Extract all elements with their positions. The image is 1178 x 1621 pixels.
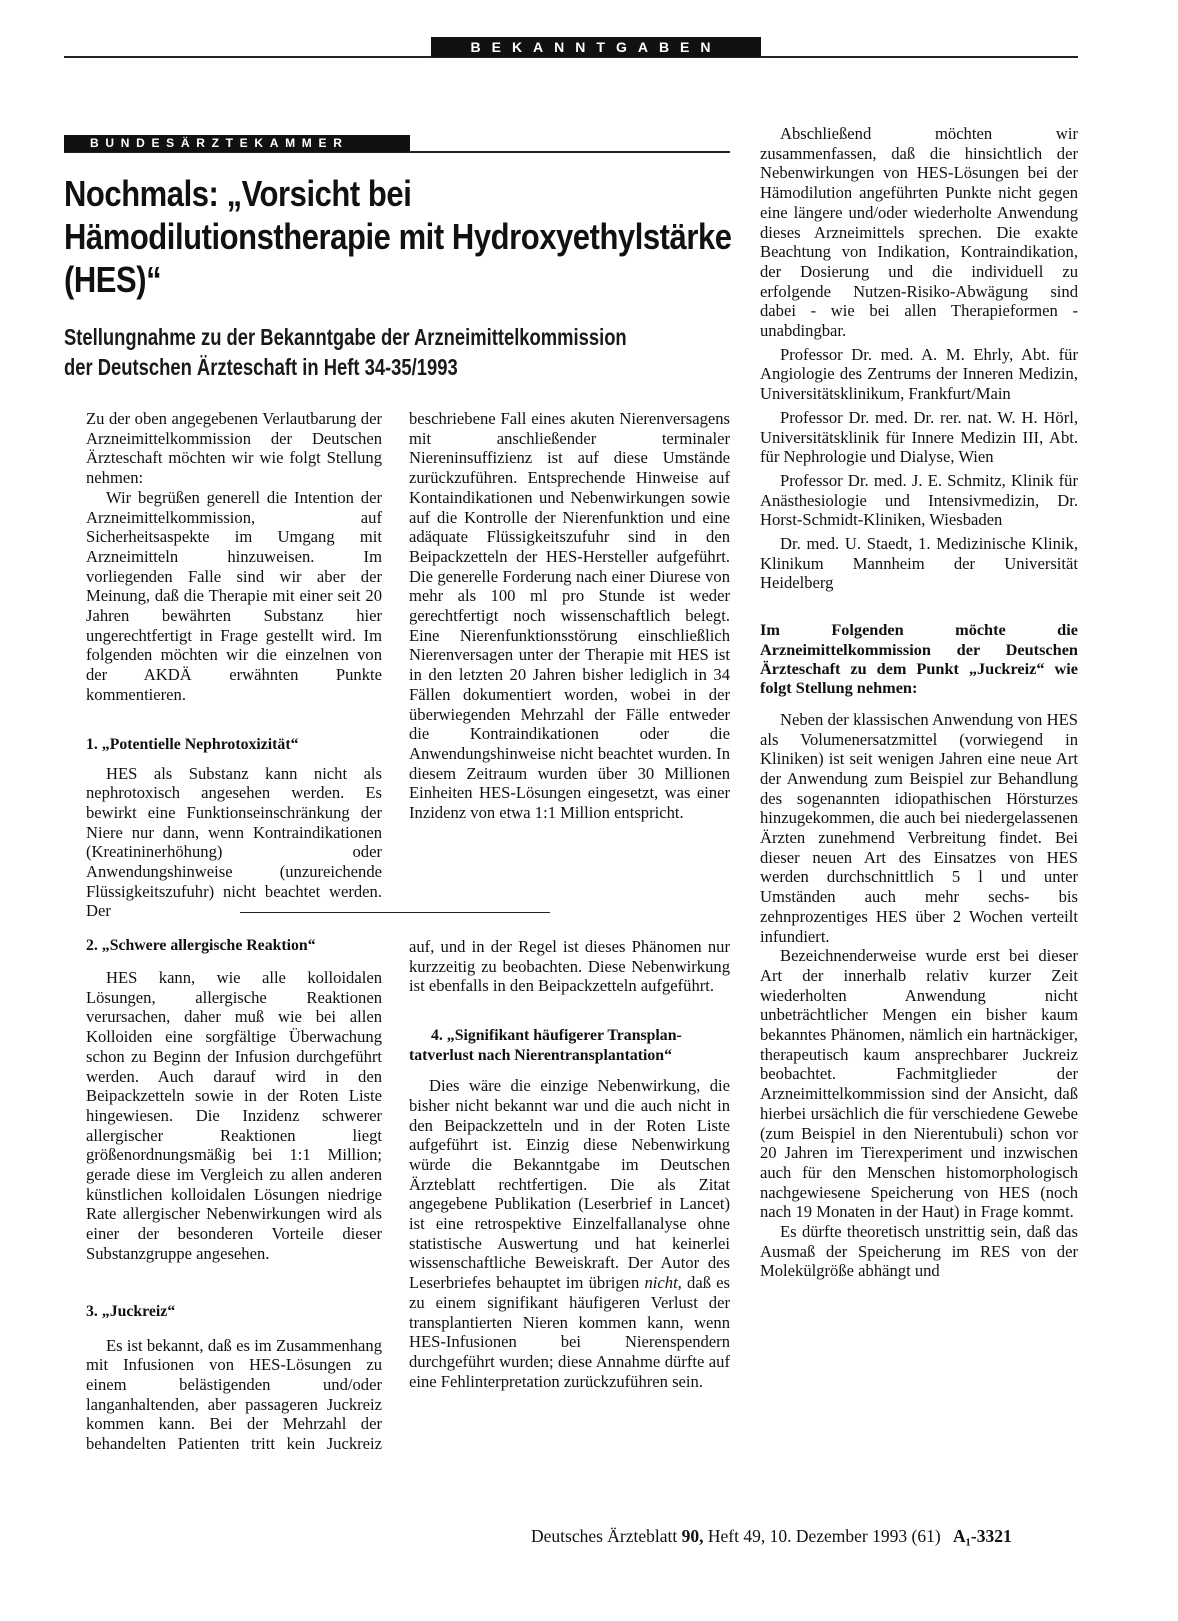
paragraph: Zu der oben angegebenen Verlautbarung der Arzneimittelkommission der Deutschen Ärzteschaft möchten wir wie folgt Stellung nehmen: [86, 409, 382, 488]
paragraph: Abschließend möchten wir zusammenfassen, daß die hinsichtlich der Nebenwirkungen von HES-Lösungen bei der Hämodilution angeführten Punkte nicht gegen eine längere und/oder wiederholte Anwendung dieses Arzneimittels sprechen. Die exakte Beachtung von Indikation, Kontraindikation, der Dosierung und die individuell zu erfolgende Nutzen-Risiko-Abwägung sind dabei - wie bei allen Therapieformen - unabdingbar. [760, 124, 1078, 341]
paragraph: Es ist bekannt, daß es im Zusammenhang mit Infusionen von HES-Lösungen zu einem belästigenden und/oder langanhaltenden, aber passageren Juckreiz kommen kann. Bei der Mehrzahl der behandelten Patienten tritt kein Juckreiz [86, 1335, 382, 1454]
article-subtitle [64, 322, 627, 382]
column-1-top [86, 409, 382, 921]
page-number: A₁-3321 [953, 1526, 1012, 1546]
subtitle-line: Stellungnahme zu der Bekanntgabe der Arzneimittelkommission [64, 324, 627, 350]
title-line: (HES)“ [64, 259, 162, 300]
department-label: BUNDESÄRZTEKAMMER [64, 135, 410, 152]
paragraph: Wir begrüßen generell die Intention der Arzneimittelkommission, auf Sicherheitsaspekte im Umgang mit Arzneimitteln hinzuweisen. Im vorliegenden Falle sind wir aber der Meinung, daß die Therapie mit einer seit 20 Jahren bewährten Substanz hier ungerechtfertigt in Frage gestellt wird. Im folgenden möchten wir die einzelnen von der AKDÄ erwähnten Punkte kommentieren. [86, 487, 382, 704]
column-2-top [409, 409, 730, 823]
author-affiliation: Professor Dr. med. J. E. Schmitz, Klinik für Anästhesiologie und Intensivmedizin, Dr. Horst-Schmidt-Kliniken, Wiesbaden [760, 470, 1078, 530]
section-label: BEKANNTGABEN [431, 37, 761, 57]
paragraph-text: Dies wäre die einzige Nebenwirkung, die bisher nicht bekannt war und die auch nicht in den Beipackzetteln und in der Roten Liste aufgeführt ist. Einzig diese Nebenwirkung würde die Bekanntgabe im Deutschen Ärzteblatt rechtfertigen. Die als Zitat angegebene Publikation (Leserbrief in Lancet) ist eine retrospektive Einzelfallanalyse ohne statistische Auswertung und hat keinerlei wissenschaftliche Beweiskraft. Der Autor des Leserbriefes behauptet im übrigen [409, 1076, 730, 1293]
column-1-bottom [86, 936, 382, 1454]
section-heading [409, 1026, 730, 1066]
issue-info: Heft 49, 10. Dezember 1993 (61) [707, 1526, 941, 1546]
paragraph: beschriebene Fall eines akuten Nierenversagens mit anschließender terminaler Niereninsuffizienz ist auf diese Umstände zurückzuführen. Entsprechende Hinweise auf Kontaindikationen und Nebenwirkungen sowie auf die Kontrolle der Nierenfunktion und eine adäquate Flüssigkeitszufuhr sind in den Beipackzetteln der HES-Hersteller aufgeführt. Die generelle Forderung nach einer Diurese von mehr als 100 ml pro Stunde ist weder gerechtfertigt noch wissenschaftlich belegt. Eine Nierenfunktionsstörung einschließlich Nierenversagen unter der Therapie mit HES ist in den letzten 20 Jahren bisher lediglich in 34 Fällen dokumentiert worden, wobei in der überwiegenden Mehrzahl der Fälle entweder die Kontraindikationen oder die Anwendungshinweise nicht beachtet wurden. In diesem Zeitraum wurden über 30 Millionen Einheiten HES-Lösungen eingesetzt, was einer Inzidenz von etwa 1:1 Million entspricht. [409, 409, 730, 823]
paragraph: Es dürfte theoretisch unstrittig sein, daß das Ausmaß der Speicherung im RES von der Molekülgröße abhängt und [760, 1222, 1078, 1281]
paragraph: Neben der klassischen Anwendung von HES als Volumenersatzmittel (vorwiegend in Kliniken) ist seit wenigen Jahren eine neue Art der Anwendung zum Beispiel zur Behandlung des sogenannten idiopathischen Hörsturzes hinzugekommen, die auch bei niedergelassenen Ärzten zunehmend Verbreitung findet. Bei dieser neuen Art des Einsatzes von HES werden durchschnittlich 5 l und unter Umständen auch mehr sechs- bis zehnprozentiges HES über 2 Wochen verteilt infundiert. [760, 709, 1078, 946]
volume-number: 90, [681, 1526, 704, 1546]
paragraph: HES als Substanz kann nicht als nephrotoxisch angesehen werden. Es bewirkt eine Funktionseinschränkung der Niere nur dann, wenn Kontraindikationen (Kreatininerhöhung) oder Anwendungshinweise (unzureichende Flüssigkeitszufuhr) nicht beachtet werden. Der [86, 763, 382, 921]
section-heading: 3. „Juckreiz“ [86, 1302, 176, 1320]
paragraph: Bezeichnenderweise wurde erst bei dieser Art der innerhalb relativ kurzer Zeit wiederholten Anwendung nicht unbeträchtlicher Mengen ein bisher kaum bekanntes Phänomen, nämlich ein hartnäckiger, therapeutisch kaum ansprechbarer Juckreiz beobachtet. Fachmitglieder der Arzneimittelkommission sind der Ansicht, daß hierbei ursächlich die für verschiedene Gewebe (zum Beispiel in den Nierentubuli) schon vor 20 Jahren im Tierexperiment und inzwischen auch für den Menschen histomorphologisch nachgewiesene Speicherung von HES (noch nach 19 Monaten in der Haut) in Frage kommt. [760, 946, 1078, 1222]
title-line: Hämodilutionstherapie mit Hydroxyethylstärke [64, 216, 732, 257]
heading-line: 4. „Signifikant häufigerer Transplan- [431, 1027, 682, 1045]
author-affiliation: Professor Dr. med. A. M. Ehrly, Abt. für Angiologie des Zentrums der Inneren Medizin, Universitätsklinikum, Frankfurt/Main [760, 344, 1078, 404]
paragraph-text: daß es zu einem signifikant häufigeren Verlust der transplantierten Nieren kommen kann, wenn HES-Infusionen bei Nierenspendern durchgeführt wurden; diese Annahme dürfte auf eine Fehlinterpretation zurückzuführen sein. [409, 1273, 731, 1391]
section-heading: 2. „Schwere allergische Reaktion“ [86, 937, 316, 954]
section-heading: 1. „Potentielle Nephrotoxizität“ [86, 735, 299, 753]
commission-statement: Im Folgenden möchte die Arzneimittelkommission der Deutschen Ärzteschaft zu dem Punkt „Juckreiz“ wie folgt Stellung nehmen: [760, 620, 1078, 698]
column-3 [760, 124, 1078, 1281]
heading-line: tatverlust nach Nierentransplantation“ [409, 1047, 672, 1065]
subtitle-line: der Deutschen Ärzteschaft in Heft 34-35/1993 [64, 354, 458, 380]
page-footer [531, 1526, 1012, 1547]
article-title [64, 172, 732, 301]
paragraph: HES kann, wie alle kolloidalen Lösungen, allergische Reaktionen verursachen, daher muß wie bei allen Kolloiden eine sorgfältige Überwachung schon zu Beginn der Infusion durchgeführt werden. Auch darauf wird in den Beipackzetteln sowie in der Roten Liste hingewiesen. Die Inzidenz schwerer allergischer Reaktionen liegt größenordnungsmäßig bei 1:1 Million; gerade diese im Vergleich zu allen anderen künstlichen kolloidalen Lösungen niedrige Rate allergischer Nebenwirkungen wird als einer der besonderen Vorteile dieser Substanzgruppe angesehen. [86, 968, 382, 1263]
paragraph: auf, und in der Regel ist dieses Phänomen nur kurzzeitig zu beobachten. Diese Nebenwirkung ist ebenfalls in den Beipackzetteln aufgeführt. [409, 937, 730, 996]
column-2-bottom [409, 937, 730, 1391]
author-affiliation: Dr. med. U. Staedt, 1. Medizinische Klinik, Klinikum Mannheim der Universität Heidelberg [760, 534, 1078, 593]
paragraph [409, 1076, 730, 1391]
author-affiliation: Professor Dr. med. Dr. rer. nat. W. H. Hörl, Universitätsklinik für Innere Medizin III, Abt. für Nephrologie und Dialyse, Wien [760, 407, 1078, 467]
journal-name: Deutsches Ärzteblatt [531, 1526, 678, 1546]
emphasis: nicht, [644, 1273, 682, 1293]
column-divider [240, 912, 550, 913]
title-line: Nochmals: „Vorsicht bei [64, 173, 412, 214]
